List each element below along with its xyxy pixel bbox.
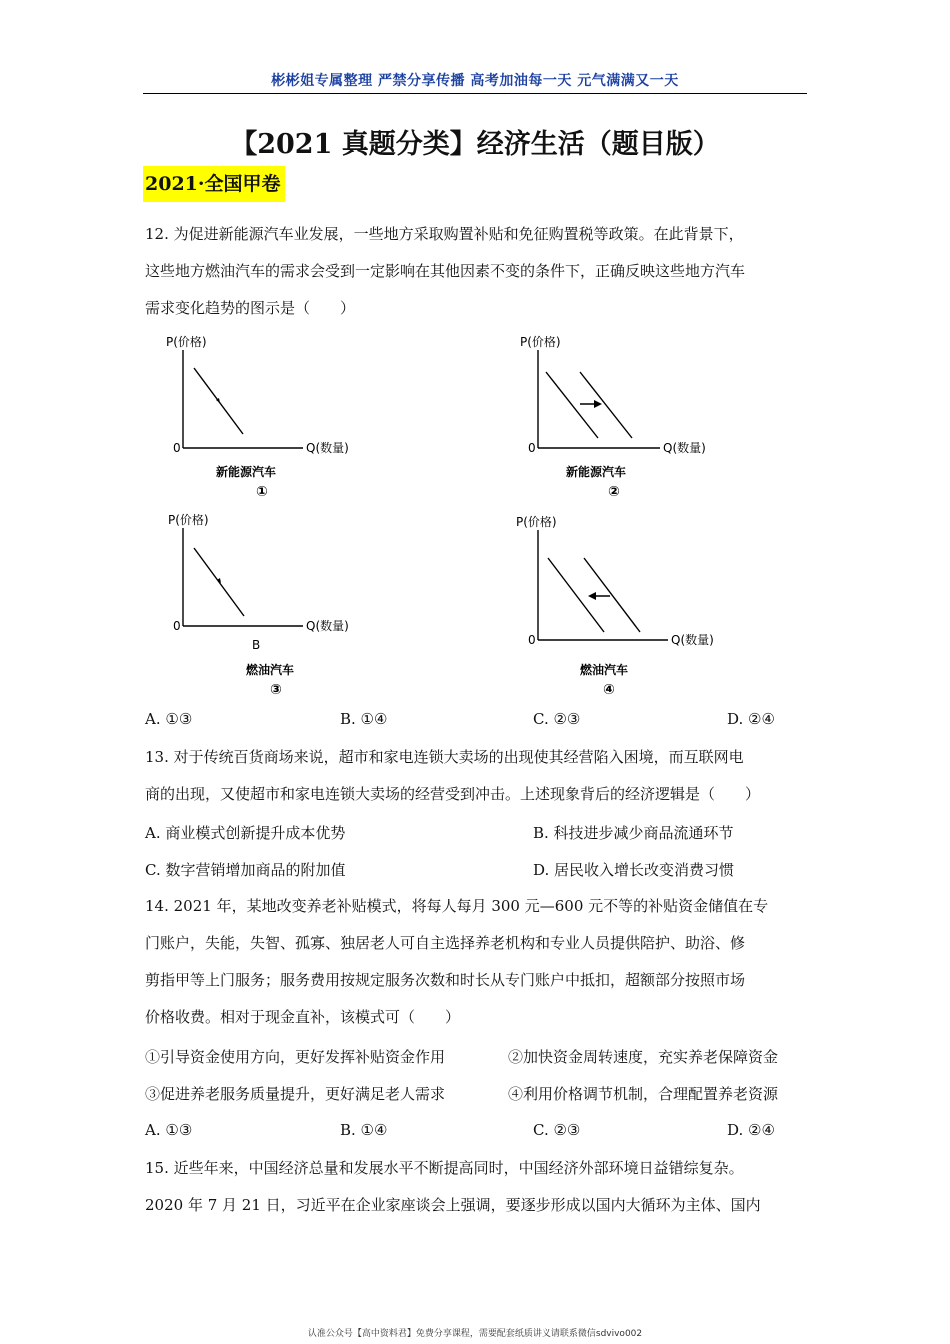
graph-4 [508, 508, 728, 704]
graph-3-xlabel: Q(数量) [306, 619, 349, 633]
q14-line: 价格收费。相对于现金直补，该模式可（ ） [145, 1008, 461, 1026]
q14-line: 门账户，失能，失智、孤寡、独居老人可自主选择养老机构和专业人员提供陪护、助浴、修 [145, 934, 746, 952]
graph-3-caption: 燃油汽车 [246, 663, 295, 677]
q12-option-a: A. ①③ [145, 710, 193, 728]
graph-2-xlabel: Q(数量) [663, 441, 706, 455]
graph-1-origin: 0 [173, 441, 181, 455]
page-footer: 认准公众号【高中资料君】免费分享课程，需要配套纸质讲义请联系微信sdvivo002 [307, 1329, 643, 1339]
q12-line: 需求变化趋势的图示是（ ） [145, 299, 356, 317]
q12-line: 12. 为促进新能源汽车业发展，一些地方采取购置补贴和免征购置税等政策。在此背景下， [145, 225, 744, 243]
graph-1-ylabel: P(价格) [166, 335, 207, 349]
q14-item-3: ③促进养老服务质量提升，更好满足老人需求 [145, 1085, 446, 1103]
page-header: 彬彬姐专属整理 严禁分享传播 高考加油每一天 元气满满又一天 [271, 73, 679, 89]
graph-2-ylabel: P(价格) [520, 335, 561, 349]
page-title: 【2021 真题分类】经济生活（题目版） [230, 129, 720, 160]
graph-3-extra-label: B [252, 638, 261, 652]
q14-option-b: B. ①④ [340, 1121, 388, 1139]
graph-2-number: ② [608, 484, 620, 500]
q12-line: 这些地方燃油汽车的需求会受到一定影响在其他因素不变的条件下，正确反映这些地方汽车 [145, 262, 746, 280]
graph-4-xlabel: Q(数量) [671, 633, 714, 647]
q13-option-a: A. 商业模式创新提升成本优势 [145, 824, 346, 842]
graph-1 [158, 328, 378, 512]
q15-line: 15. 近些年来，中国经济总量和发展水平不断提高同时，中国经济外部环境日益错综复杂。 [145, 1159, 744, 1177]
question-15 [145, 1150, 810, 1224]
q12-option-d: D. ②④ [727, 710, 775, 728]
q14-item-1: ①引导资金使用方向，更好发挥补贴资金作用 [145, 1048, 446, 1066]
section-label: 2021·全国甲卷 [143, 166, 285, 202]
graph-2 [508, 328, 728, 512]
q14-item-4: ④利用价格调节机制，合理配置养老资源 [508, 1085, 779, 1103]
q14-line: 14. 2021 年，某地改变养老补贴模式，将每人每月 300 元—600 元不等的补贴资金储值在专 [145, 897, 769, 915]
graph-4-caption: 燃油汽车 [580, 663, 629, 677]
graph-1-caption: 新能源汽车 [216, 465, 277, 479]
q14-line: 剪指甲等上门服务；服务费用按规定服务次数和时长从专门账户中抵扣，超额部分按照市场 [145, 971, 746, 989]
q13-line: 13. 对于传统百货商场来说，超市和家电连锁大卖场的出现使其经营陷入困境，而互联网电 [145, 748, 744, 766]
q14-option-d: D. ②④ [727, 1121, 775, 1139]
graph-4-ylabel: P(价格) [516, 515, 557, 529]
graph-4-number: ④ [603, 682, 615, 698]
q13-option-c: C. 数字营销增加商品的附加值 [145, 861, 346, 879]
question-12 [145, 216, 810, 327]
q14-option-c: C. ②③ [533, 1121, 581, 1139]
q12-option-b: B. ①④ [340, 710, 388, 728]
q12-option-c: C. ②③ [533, 710, 581, 728]
q13-option-b: B. 科技进步减少商品流通环节 [533, 824, 734, 842]
header-divider [143, 93, 807, 94]
question-13 [145, 739, 810, 813]
graph-2-caption: 新能源汽车 [566, 465, 627, 479]
graph-3-origin: 0 [173, 619, 181, 633]
q14-item-2: ②加快资金周转速度，充实养老保障资金 [508, 1048, 779, 1066]
q15-line: 2020 年 7 月 21 日，习近平在企业家座谈会上强调，要逐步形成以国内大循环为主体、国内 [145, 1196, 761, 1214]
graph-3-ylabel: P(价格) [168, 513, 209, 527]
q13-line: 商的出现，又使超市和家电连锁大卖场的经营受到冲击。上述现象背后的经济逻辑是（ ） [145, 785, 761, 803]
graph-1-number: ① [256, 484, 268, 500]
q14-option-a: A. ①③ [145, 1121, 193, 1139]
graph-1-xlabel: Q(数量) [306, 441, 349, 455]
graph-2-origin: 0 [528, 441, 536, 455]
graph-3 [158, 508, 378, 704]
graph-3-number: ③ [270, 682, 282, 698]
question-14 [145, 888, 810, 1036]
graph-4-origin: 0 [528, 633, 536, 647]
q13-option-d: D. 居民收入增长改变消费习惯 [533, 861, 735, 879]
